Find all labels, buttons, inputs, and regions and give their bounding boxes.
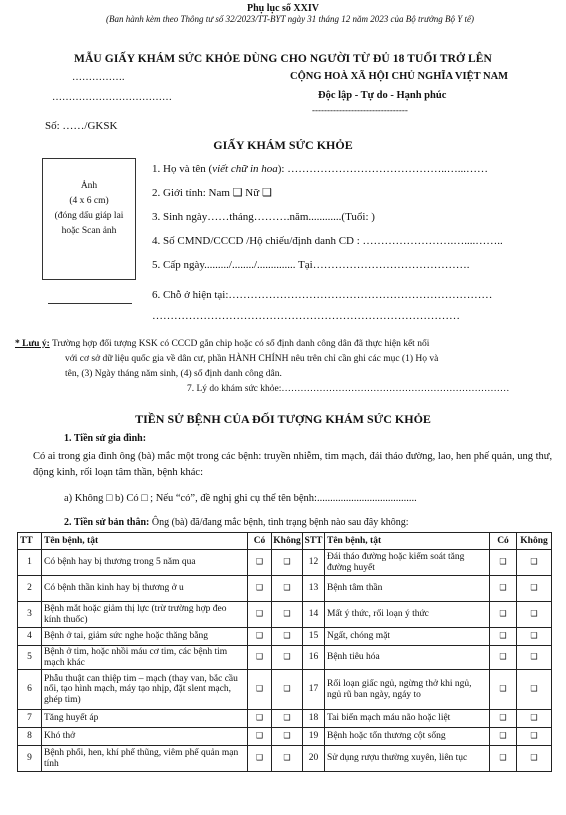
photo-placeholder [42,158,136,280]
yes-checkbox[interactable] [248,602,272,628]
field-issue-date[interactable]: 5. Cấp ngày........./......../.............. Tại……………………………………. [152,259,470,271]
yes-checkbox[interactable] [248,576,272,602]
form-title: MẪU GIẤY KHÁM SỨC KHỎE DÙNG CHO NGƯỜI TỪ ĐỦ 18 TUỔI TRỞ LÊN [74,53,492,65]
disease-name-2: Đái tháo đường hoặc kiểm soát tăng đường huyết [325,550,490,576]
no-checkbox[interactable] [272,576,303,602]
family-history-answer[interactable]: a) Không □ b) Có □ ; Nếu “có”, đề nghị ghi cụ thể tên bệnh:...................................... [64,493,417,504]
yes-checkbox-2[interactable] [490,728,517,746]
checkbox-icon[interactable]: ❑ [283,557,291,567]
medical-history-table [17,532,552,772]
no-checkbox-2[interactable] [517,710,552,728]
field-exam-reason[interactable]: 7. Lý do khám sức khỏe:……………………………………………………………… [187,384,510,394]
table-row [18,550,552,576]
row-number-2: 15 [303,628,325,646]
checkbox-icon[interactable]: ❑ [499,609,507,619]
republic-name: CỘNG HOÀ XÃ HỘI CHỦ NGHĨA VIỆT NAM [290,71,509,82]
checkbox-icon[interactable]: ❑ [499,731,507,741]
checkbox-icon[interactable]: ❑ [499,713,507,723]
yes-checkbox-2[interactable] [490,710,517,728]
checkbox-icon[interactable]: ❑ [255,557,264,567]
field-full-name[interactable]: 1. Họ và tên (viết chữ in hoa): ……………………………………..…...…… [152,163,488,175]
yes-checkbox-2[interactable] [490,628,517,646]
row-number-2: 12 [303,550,325,576]
col-header-no: Không [272,533,303,550]
checkbox-icon[interactable]: ❑ [255,631,264,641]
table-header-row [18,533,552,550]
col-header-stt: STT [303,533,325,550]
table-row [18,746,552,772]
checkbox-icon[interactable]: ❑ [255,609,264,619]
col-header-disease: Tên bệnh, tật [42,533,248,550]
checkbox-icon[interactable]: ❑ [499,557,507,567]
checkbox-icon[interactable]: ❑ [283,684,291,694]
disease-name-2: Bệnh tâm thần [325,576,490,602]
row-number-2: 20 [303,746,325,772]
photo-scan-note: hoặc Scan ảnh [61,226,117,236]
disease-name: Tăng huyết áp [42,710,248,728]
disease-name: Bệnh ở tim, hoặc nhồi máu cơ tim, các bệnh tim mạch khác [42,646,248,670]
photo-stamp-note: (đóng dấu giáp lai [54,211,124,221]
no-checkbox[interactable] [272,728,303,746]
family-history-heading: 1. Tiền sử gia đình: [64,433,147,444]
yes-checkbox-2[interactable] [490,670,517,710]
no-checkbox-2[interactable] [517,728,552,746]
family-history-question: Có ai trong gia đình ông (bà) mắc một trong các bệnh: truyền nhiễm, tim mạch, đái tháo đường, lao, hen phế quản, ung thư, động kinh, rối loạn tâm thần, bệnh khác: [33,451,553,478]
yes-checkbox-2[interactable] [490,746,517,772]
field-birth-date[interactable]: 3. Sinh ngày……tháng……….năm............(Tuổi: ) [152,211,375,223]
yes-checkbox-2[interactable] [490,576,517,602]
no-checkbox[interactable] [272,628,303,646]
field-id-number[interactable]: 4. Số CMND/CCCD /Hộ chiếu/định danh CD : …………………….…....…….. [152,235,503,247]
checkbox-icon[interactable]: ❑ [255,652,264,662]
row-number-2: 13 [303,576,325,602]
no-checkbox-2[interactable] [517,602,552,628]
col-header-yes: Có [248,533,272,550]
disease-name: Có bệnh hay bị thương trong 5 năm qua [42,550,248,576]
motto-underline: -------------------------------- [312,105,408,115]
disease-name: Phẫu thuật can thiệp tim – mạch (thay van, bắc cầu nối, tạo hình mạch, máy tạo nhịp, đặt slent mạch, ghép tim) [42,670,248,710]
photo-label: Ảnh [80,181,98,191]
field-address-continued[interactable]: ………………………………………………………………………… [152,310,460,322]
row-number: 5 [18,646,42,670]
checkbox-icon[interactable]: ❑ [530,609,538,619]
checkbox-icon[interactable]: ❑ [283,753,291,763]
disease-name-2: Ngất, chóng mặt [325,628,490,646]
checkbox-icon[interactable]: ❑ [530,731,538,741]
national-motto: Độc lập - Tự do - Hạnh phúc [318,90,447,101]
row-number: 8 [18,728,42,746]
checkbox-icon[interactable]: ❑ [283,583,291,593]
table-row [18,628,552,646]
table-row [18,646,552,670]
checkbox-icon[interactable]: ❑ [283,609,291,619]
checkbox-icon[interactable]: ❑ [255,713,264,723]
yes-checkbox[interactable] [248,670,272,710]
no-checkbox-2[interactable] [517,576,552,602]
col-header-tt: TT [18,533,42,550]
row-number: 2 [18,576,42,602]
photo-size: (4 x 6 cm) [69,196,109,206]
table-row [18,728,552,746]
row-number: 4 [18,628,42,646]
facility-dots: ……………………………… [52,92,172,103]
disease-name-2: Rối loạn giấc ngủ, ngừng thở khi ngủ, ngủ rũ ban ngày, ngáy to [325,670,490,710]
disease-name: Bệnh phổi, hen, khí phế thũng, viêm phế quản mạn tính [42,746,248,772]
checkbox-icon[interactable]: ❑ [530,684,538,694]
personal-history-heading: 2. Tiền sử bản thân: Ông (bà) đã/đang mắc bệnh, tình trạng bệnh nào sau đây không: [64,517,409,528]
disease-name: Bệnh mắt hoặc giảm thị lực (trừ trường hợp đeo kính thuốc) [42,602,248,628]
disease-name-2: Bệnh tiêu hóa [325,646,490,670]
row-number-2: 19 [303,728,325,746]
field-gender[interactable]: 2. Giới tính: Nam ❑ Nữ ❑ [152,187,272,199]
no-checkbox[interactable] [272,746,303,772]
disease-name: Có bệnh thần kinh hay bị thương ở u [42,576,248,602]
checkbox-icon[interactable]: ❑ [283,631,291,641]
certificate-title: GIẤY KHÁM SỨC KHỎE [213,138,353,152]
table-row [18,710,552,728]
no-checkbox-2[interactable] [517,746,552,772]
checkbox-icon[interactable]: ❑ [283,713,291,723]
checkbox-icon[interactable]: ❑ [530,557,538,567]
table-row [18,670,552,710]
no-checkbox[interactable] [272,550,303,576]
no-checkbox-2[interactable] [517,646,552,670]
checkbox-icon[interactable]: ❑ [499,684,507,694]
no-checkbox-2[interactable] [517,670,552,710]
disease-name-2: Sử dụng rượu thường xuyên, liên tục [325,746,490,772]
row-number: 9 [18,746,42,772]
yes-checkbox[interactable] [248,628,272,646]
note-block [15,337,545,397]
no-checkbox[interactable] [272,646,303,670]
checkbox-icon[interactable]: ❑ [499,583,507,593]
disease-name: Bệnh ở tai, giảm sức nghe hoặc thăng bằng [42,628,248,646]
col-header-yes-2: Có [490,533,517,550]
checkbox-icon[interactable]: ❑ [499,753,507,763]
checkbox-icon[interactable]: ❑ [283,731,291,741]
note-label: * Lưu ý: [15,339,50,349]
checkbox-icon[interactable]: ❑ [530,713,538,723]
checkbox-icon[interactable]: ❑ [255,684,264,694]
no-checkbox[interactable] [272,710,303,728]
note-text-2: với cơ sở dữ liệu quốc gia về dân cư, phần HÀNH CHÍNH nêu trên chỉ cần ghi các mục (1) Họ và [65,354,439,364]
checkbox-icon[interactable]: ❑ [530,753,538,763]
checkbox-icon[interactable]: ❑ [499,631,507,641]
yes-checkbox-2[interactable] [490,550,517,576]
yes-checkbox[interactable] [248,550,272,576]
signature-line [48,303,132,304]
disease-name: Khó thở [42,728,248,746]
no-checkbox[interactable] [272,670,303,710]
disease-name-2: Mất ý thức, rối loạn ý thức [325,602,490,628]
yes-checkbox[interactable] [248,728,272,746]
disease-name-2: Tai biến mạch máu não hoặc liệt [325,710,490,728]
issuance-note: (Ban hành kèm theo Thông tư số 32/2023/TT-BYT ngày 31 tháng 12 năm 2023 của Bộ trưởng Bộ Y tế) [105,14,475,24]
no-checkbox-2[interactable] [517,628,552,646]
no-checkbox[interactable] [272,602,303,628]
checkbox-icon[interactable]: ❑ [255,583,264,593]
yes-checkbox[interactable] [248,746,272,772]
row-number-2: 18 [303,710,325,728]
checkbox-icon[interactable]: ❑ [255,753,264,763]
row-number-2: 17 [303,670,325,710]
yes-checkbox-2[interactable] [490,602,517,628]
row-number: 1 [18,550,42,576]
checkbox-icon[interactable]: ❑ [255,731,264,741]
checkbox-icon[interactable]: ❑ [283,652,291,662]
yes-checkbox[interactable] [248,710,272,728]
row-number-2: 14 [303,602,325,628]
appendix-title: Phụ lục số XXIV [247,3,319,14]
row-number: 6 [18,670,42,710]
table-row [18,576,552,602]
yes-checkbox-2[interactable] [490,646,517,670]
note-text-1: Trường hợp đối tượng KSK có CCCD gắn chip hoặc có số định danh công dân đã thực hiện kết nối [49,339,430,349]
row-number: 3 [18,602,42,628]
checkbox-icon[interactable]: ❑ [530,652,538,662]
row-number-2: 16 [303,646,325,670]
no-checkbox-2[interactable] [517,550,552,576]
col-header-disease-2: Tên bệnh, tật [325,533,490,550]
history-title: TIỀN SỬ BỆNH CỦA ĐỐI TƯỢNG KHÁM SỨC KHỎE [135,412,431,426]
form-number: Số: ……/GKSK [45,120,118,132]
table-row [18,602,552,628]
field-address[interactable]: 6. Chỗ ở hiện tại:……………………………………………………………… [152,289,493,301]
checkbox-icon[interactable]: ❑ [530,583,538,593]
agency-dots: ……………. [72,72,125,83]
disease-name-2: Bệnh hoặc tổn thương cột sống [325,728,490,746]
col-header-no-2: Không [517,533,552,550]
yes-checkbox[interactable] [248,646,272,670]
row-number: 7 [18,710,42,728]
checkbox-icon[interactable]: ❑ [499,652,507,662]
checkbox-icon[interactable]: ❑ [530,631,538,641]
note-text-3: tên, (3) Ngày tháng năm sinh, (4) số định danh công dân. [65,369,282,379]
